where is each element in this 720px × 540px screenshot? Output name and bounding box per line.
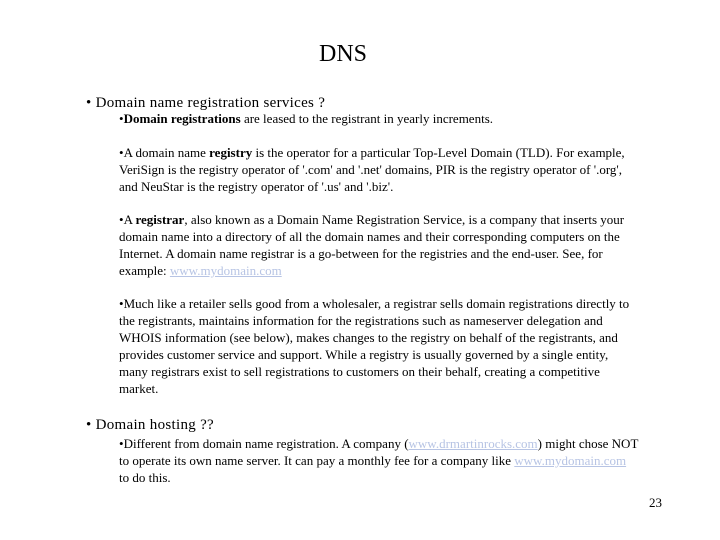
sub-bullet-domain-registrations — [119, 110, 639, 127]
sub-bullet-text: A — [123, 212, 136, 227]
sub-bullet-registrar — [119, 211, 639, 279]
sub-bullet-text: A domain name — [123, 145, 210, 160]
term-registry: registry — [209, 145, 253, 160]
link-drmartinrocks[interactable]: www.drmartinrocks.com — [408, 436, 538, 451]
sub-bullet-domain-hosting — [119, 435, 639, 486]
link-mydomain[interactable]: www.mydomain.com — [169, 263, 282, 278]
link-mydomain-2[interactable]: www.mydomain.com — [514, 453, 627, 468]
sub-bullet-retailer-analogy — [119, 295, 639, 397]
sub-bullet-text: to do this. — [119, 470, 171, 485]
sub-bullet-text: , also known as a Domain Name Registration Service, is a company that inserts your domain name into a directory of all the domain names and their corresponding computers on the Internet. A domain name registrar is a go-between for the registries and the end-user. See, for example: — [119, 212, 625, 278]
sub-bullet-text: Different from domain name registration. A company ( — [123, 436, 409, 451]
bullet-domain-hosting: • Domain hosting ?? — [86, 417, 215, 433]
bullet-domain-registration-services: • Domain name registration services ? — [86, 95, 326, 111]
sub-bullet-text: are leased to the registrant in yearly increments. — [240, 111, 494, 126]
slide-title: DNS — [318, 41, 367, 67]
bullet-dot: • — [119, 296, 124, 311]
term-registrar: registrar — [135, 212, 185, 227]
sub-bullet-text: Much like a retailer sells good from a wholesaler, a registrar sells domain registrations directly to the registrants, maintains information for the registrations such as nameserver delegation and WHOIS information (see below), makes changes to the registry on behalf of the registrants, and provides customer service and support. While a registry is usually governed by a single entity, many registrars exist to sell registrations to customers on their behalf, creating a competitive market. — [119, 296, 630, 396]
sub-bullet-text: ) might chose NOT to operate its own name server. It can pay a monthly fee for a company like — [119, 436, 639, 468]
bullet-dot: • — [119, 111, 124, 126]
term-domain-registrations: Domain registrations — [123, 111, 241, 126]
sub-bullet-registry — [119, 144, 639, 195]
page-number: 23 — [649, 495, 662, 510]
sub-bullet-text: is the operator for a particular Top-Level Domain (TLD). For example, VeriSign is the registry operator of '.com' and '.net' domains, PIR is the registry operator of '.org', and NeuStar is the registry operator of '.us' and '.biz'. — [119, 145, 625, 194]
bullet-dot: • — [119, 212, 124, 227]
bullet-dot: • — [119, 436, 124, 451]
bullet-dot: • — [119, 145, 124, 160]
